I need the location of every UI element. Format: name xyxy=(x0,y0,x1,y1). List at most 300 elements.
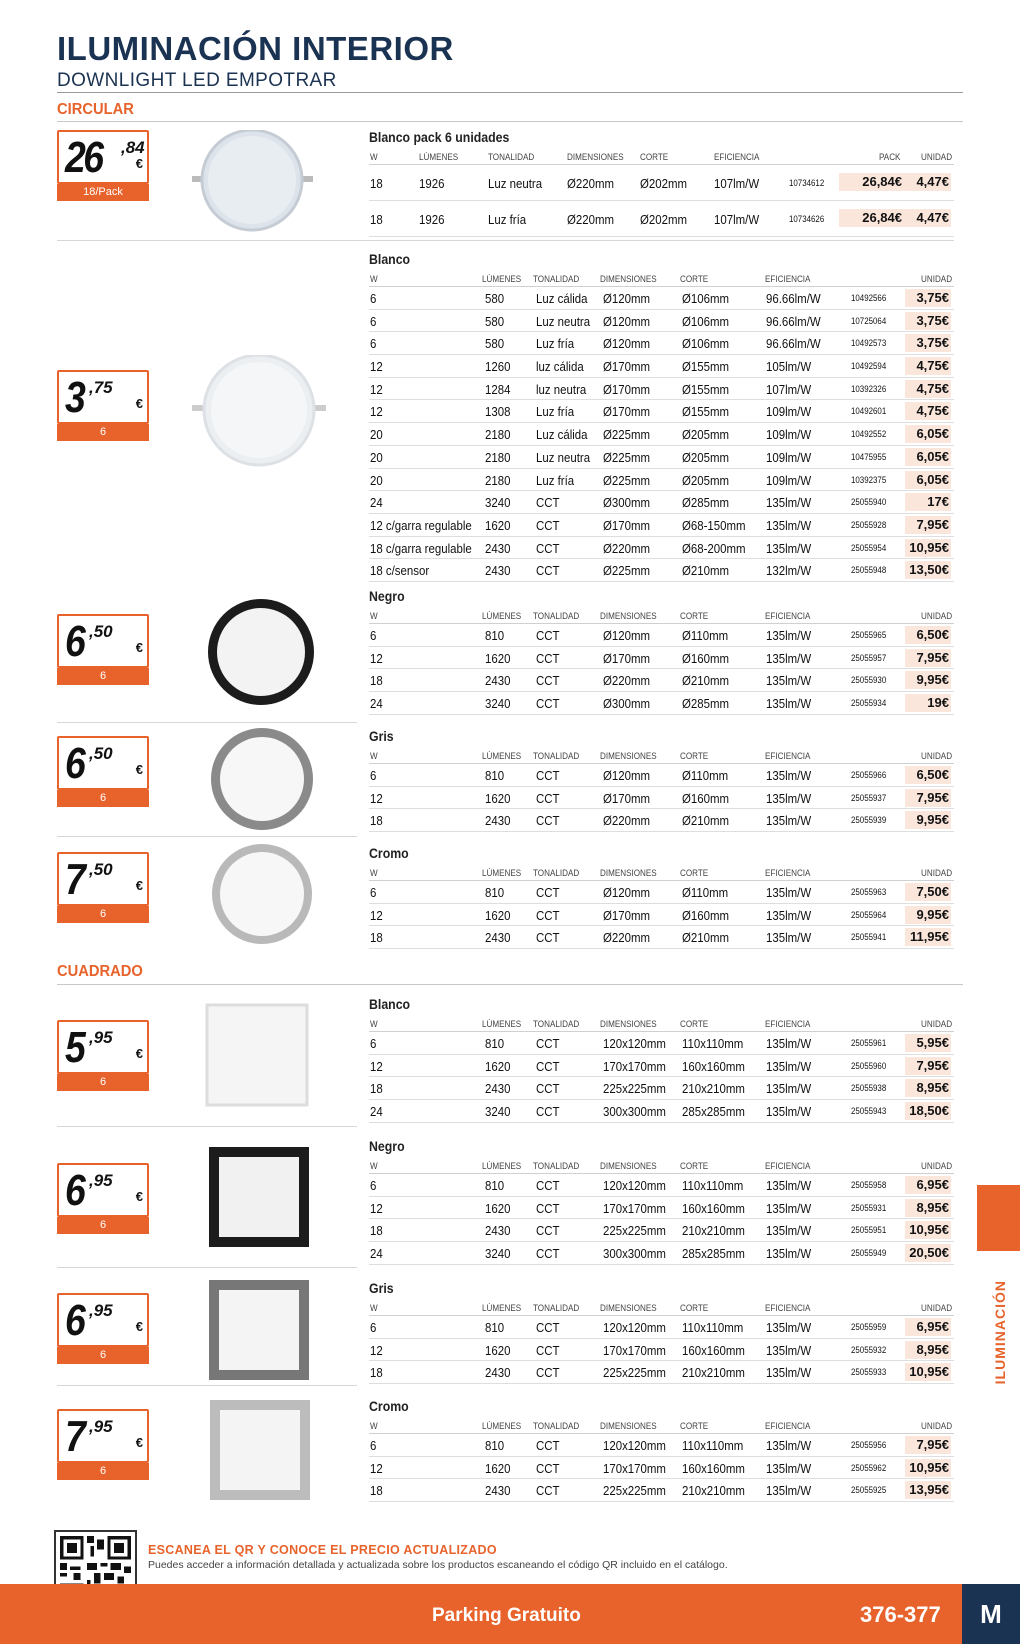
cell: Ø170mm xyxy=(603,404,651,420)
cell: Ø225mm xyxy=(603,427,651,443)
cell: Ø68-200mm xyxy=(682,540,746,556)
cell: 6,05€ xyxy=(905,425,951,443)
table-row xyxy=(369,1197,954,1220)
cell: 135lm/W xyxy=(766,1438,812,1453)
cell: Luz cálida xyxy=(536,427,588,443)
product-image-round-white-pack xyxy=(190,130,315,240)
cell: 96.66lm/W xyxy=(766,336,821,352)
table-row xyxy=(369,423,954,446)
price-decimals: ,50 xyxy=(89,744,113,763)
cell: 1620 xyxy=(485,1460,511,1476)
cell: 25055940 xyxy=(851,497,887,508)
cell: 210x210mm xyxy=(682,1081,745,1097)
price-tag xyxy=(57,852,149,923)
cell: 13,95€ xyxy=(905,1481,951,1499)
price-integer: 6 xyxy=(65,739,84,788)
cell: CCT xyxy=(536,673,560,689)
product-group-pack xyxy=(369,127,954,237)
cell: 18 xyxy=(370,930,383,946)
cell: CCT xyxy=(536,495,560,511)
cell: CCT xyxy=(536,790,560,806)
cell: 4,75€ xyxy=(905,357,951,375)
price-note: 6 xyxy=(57,1217,149,1234)
cell: 810 xyxy=(485,1438,505,1453)
cell: 12 xyxy=(370,1058,383,1074)
side-tab xyxy=(977,1185,1020,1251)
price-currency: € xyxy=(135,1189,143,1204)
cell: Ø285mm xyxy=(682,495,730,511)
cell: 3240 xyxy=(485,495,511,511)
cell: 25055933 xyxy=(851,1367,887,1378)
cell: 10,95€ xyxy=(905,1459,951,1477)
cell: CCT xyxy=(536,768,560,783)
price-integer: 6 xyxy=(65,1166,84,1215)
cell: 25055957 xyxy=(851,652,887,663)
cell: 3,75€ xyxy=(905,334,951,352)
cell: 4,47€ xyxy=(905,173,951,191)
cell: 1308 xyxy=(485,404,511,420)
cell: 135lm/W xyxy=(766,673,812,689)
group-name: Blanco xyxy=(369,996,411,1012)
price-integer: 5 xyxy=(65,1023,84,1072)
cell: CCT xyxy=(536,1223,560,1239)
cell: 810 xyxy=(485,1178,505,1193)
cell: 12 xyxy=(370,1200,383,1216)
cell: 18,50€ xyxy=(905,1102,951,1120)
cell: 2430 xyxy=(485,813,511,829)
cell: 285x285mm xyxy=(682,1104,745,1120)
cell: 160x160mm xyxy=(682,1058,745,1074)
price-note: 6 xyxy=(57,1347,149,1364)
price-currency: € xyxy=(135,1435,143,1450)
cell: 25055961 xyxy=(851,1038,887,1048)
cell: CCT xyxy=(536,628,560,643)
cell: 12 xyxy=(370,907,383,923)
cell: 25055965 xyxy=(851,630,887,640)
cell: Ø225mm xyxy=(603,449,651,465)
cell: 5,95€ xyxy=(905,1034,951,1052)
cell: 19€ xyxy=(905,694,951,712)
cell: Luz neutra xyxy=(536,449,591,465)
cell: 18 xyxy=(370,1365,383,1381)
product-image-square-grey xyxy=(207,1278,312,1388)
cell: 109lm/W xyxy=(766,427,812,443)
price-currency: € xyxy=(135,762,143,777)
price-note: 18/Pack xyxy=(57,184,149,201)
cell: 225x225mm xyxy=(603,1081,666,1097)
price-decimals: ,95 xyxy=(89,1301,113,1320)
cell: 24 xyxy=(370,495,383,511)
cell: 1620 xyxy=(485,650,511,666)
cell: 4,75€ xyxy=(905,402,951,420)
cell: Ø170mm xyxy=(603,517,651,533)
cell: Luz cálida xyxy=(536,291,588,306)
price-integer: 26 xyxy=(65,133,102,182)
table-row xyxy=(369,1457,954,1480)
cell: 285x285mm xyxy=(682,1246,745,1262)
cell: 2430 xyxy=(485,1365,511,1381)
cell: 25055934 xyxy=(851,698,887,709)
price-integer: 6 xyxy=(65,617,84,666)
cell: Luz fría xyxy=(488,212,527,227)
cell: 132lm/W xyxy=(766,563,812,579)
cell: 135lm/W xyxy=(766,790,812,806)
cell: 135lm/W xyxy=(766,1342,812,1358)
cell: luz cálida xyxy=(536,359,584,375)
cell: 20 xyxy=(370,427,383,443)
price-note: 6 xyxy=(57,424,149,441)
cell: 12 xyxy=(370,650,383,666)
price-currency: € xyxy=(135,640,143,655)
product-group xyxy=(369,843,954,949)
price-tag xyxy=(57,1409,149,1480)
cell: Ø170mm xyxy=(603,907,651,923)
cell: 170x170mm xyxy=(603,1342,666,1358)
table-row xyxy=(369,446,954,469)
cell: 9,95€ xyxy=(905,811,951,829)
cell: 135lm/W xyxy=(766,1223,812,1239)
cell: 18 xyxy=(370,1223,383,1239)
cell: 4,47€ xyxy=(905,209,951,227)
table-row xyxy=(369,1219,954,1242)
cell: 2430 xyxy=(485,673,511,689)
cell: 26,84€ xyxy=(839,173,905,191)
cell: 135lm/W xyxy=(766,1178,812,1193)
cell: 6,50€ xyxy=(905,766,951,784)
cell: 3240 xyxy=(485,696,511,712)
cell: 110x110mm xyxy=(682,1178,744,1193)
cell: 25055937 xyxy=(851,792,887,803)
price-integer: 6 xyxy=(65,1296,84,1345)
price-tag xyxy=(57,1293,149,1364)
cell: 10492573 xyxy=(851,338,887,349)
cell: 3240 xyxy=(485,1246,511,1262)
table-row xyxy=(369,332,954,355)
cell: 2430 xyxy=(485,540,511,556)
cell: 6,95€ xyxy=(905,1176,951,1194)
cell: 25055951 xyxy=(851,1225,887,1236)
cell: 300x300mm xyxy=(603,1246,666,1262)
cell: 96.66lm/W xyxy=(766,291,821,306)
cell: Luz neutra xyxy=(488,176,543,191)
cell: 25055966 xyxy=(851,770,887,780)
cell: CCT xyxy=(536,563,560,579)
cell: Ø220mm xyxy=(567,176,615,191)
group-name: Cromo xyxy=(369,845,409,861)
table-header: W LÚMENES TONALIDAD DIMENSIONES CORTE EFICIENCIA UNIDAD xyxy=(369,1157,954,1174)
table-row xyxy=(369,1242,954,1265)
group-name: Blanco xyxy=(369,251,411,267)
cell: CCT xyxy=(536,1365,560,1381)
cell: 135lm/W xyxy=(766,1483,812,1499)
cell: CCT xyxy=(536,1342,560,1358)
cell: 2180 xyxy=(485,427,511,443)
cell: CCT xyxy=(536,1178,560,1193)
table-row xyxy=(369,201,954,237)
cell: Ø170mm xyxy=(603,359,651,375)
cell: 25055943 xyxy=(851,1106,887,1117)
table-row xyxy=(369,1055,954,1078)
cell: Ø205mm xyxy=(682,427,730,443)
table-row xyxy=(369,1077,954,1100)
cell: Ø170mm xyxy=(603,650,651,666)
cell: Ø210mm xyxy=(682,673,730,689)
cell: Ø220mm xyxy=(603,673,651,689)
cell: 25055963 xyxy=(851,887,887,897)
cell: 10392326 xyxy=(851,383,887,394)
cell: 580 xyxy=(485,291,505,306)
cell: CCT xyxy=(536,1058,560,1074)
cell: 24 xyxy=(370,696,383,712)
cell: 135lm/W xyxy=(766,768,812,783)
table-row xyxy=(369,764,954,787)
table-header: W LÚMENES TONALIDAD DIMENSIONES CORTE EFICIENCIA UNIDAD xyxy=(369,607,954,624)
cell: Ø106mm xyxy=(682,336,730,352)
cell: 225x225mm xyxy=(603,1223,666,1239)
table-row xyxy=(369,310,954,333)
cell: Luz neutra xyxy=(536,313,591,329)
table-header: W LÚMENES TONALIDAD DIMENSIONES CORTE EFICIENCIA PACK UNIDAD xyxy=(369,148,954,165)
cell: Ø300mm xyxy=(603,696,651,712)
cell: 1620 xyxy=(485,1058,511,1074)
product-group xyxy=(369,1136,954,1265)
product-image-round-chrome xyxy=(210,842,315,952)
cell: 580 xyxy=(485,336,505,352)
cell: CCT xyxy=(536,1036,560,1051)
cell: 8,95€ xyxy=(905,1199,951,1217)
price-note: 6 xyxy=(57,790,149,807)
table-header: W LÚMENES TONALIDAD DIMENSIONES CORTE EFICIENCIA UNIDAD xyxy=(369,270,954,287)
cell: 1926 xyxy=(419,212,445,227)
divider xyxy=(57,984,963,985)
cell: 10475955 xyxy=(851,451,887,462)
table-row xyxy=(369,559,954,582)
cell: CCT xyxy=(536,1200,560,1216)
price-tag-box xyxy=(57,1163,149,1217)
table-header: W LÚMENES TONALIDAD DIMENSIONES CORTE EFICIENCIA UNIDAD xyxy=(369,747,954,764)
qr-description: Puedes acceder a información detallada y actualizada sobre los productos escaneando el código QR incluido en el catálogo. xyxy=(148,1559,728,1571)
cell: Ø210mm xyxy=(682,563,730,579)
cell: Ø220mm xyxy=(603,930,651,946)
product-group xyxy=(369,726,954,832)
product-group xyxy=(369,249,954,582)
cell: 109lm/W xyxy=(766,472,812,488)
cell: 135lm/W xyxy=(766,696,812,712)
cell: 135lm/W xyxy=(766,1246,812,1262)
table-row xyxy=(369,1434,954,1457)
table-row xyxy=(369,647,954,670)
cell: 6 xyxy=(370,1178,377,1193)
cell: 12 xyxy=(370,790,383,806)
cell: 810 xyxy=(485,1320,505,1335)
price-integer: 7 xyxy=(65,855,84,904)
cell: 10,95€ xyxy=(905,1221,951,1239)
group-name: Blanco pack 6 unidades xyxy=(369,129,510,145)
divider xyxy=(57,1267,357,1268)
table-row xyxy=(369,514,954,537)
divider xyxy=(57,1126,357,1127)
cell: 2430 xyxy=(485,930,511,946)
table-header: W LÚMENES TONALIDAD DIMENSIONES CORTE EFICIENCIA UNIDAD xyxy=(369,1015,954,1032)
cell: Ø110mm xyxy=(682,768,729,783)
table-row xyxy=(369,926,954,949)
table-row xyxy=(369,881,954,904)
cell: 20 xyxy=(370,449,383,465)
cell: 6,95€ xyxy=(905,1318,951,1336)
section-title-cuadrado: CUADRADO xyxy=(57,963,143,980)
price-tag xyxy=(57,614,149,685)
cell: 160x160mm xyxy=(682,1342,745,1358)
group-name: Negro xyxy=(369,588,405,604)
cell: Ø160mm xyxy=(682,907,730,923)
cell: CCT xyxy=(536,930,560,946)
price-note: 6 xyxy=(57,668,149,685)
product-image-round-grey xyxy=(207,727,317,836)
cell: 6 xyxy=(370,336,377,352)
cell: 1620 xyxy=(485,517,511,533)
cell: Ø155mm xyxy=(682,359,730,375)
cell: 810 xyxy=(485,1036,505,1051)
cell: Ø110mm xyxy=(682,885,729,900)
cell: 135lm/W xyxy=(766,1036,812,1051)
cell: CCT xyxy=(536,1438,560,1453)
price-note: 6 xyxy=(57,1463,149,1480)
cell: 210x210mm xyxy=(682,1483,745,1499)
cell: 120x120mm xyxy=(603,1320,666,1335)
cell: 1620 xyxy=(485,790,511,806)
cell: 105lm/W xyxy=(766,359,812,375)
footer-parking: Parking Gratuito xyxy=(432,1605,581,1626)
price-tag-box xyxy=(57,736,149,790)
cell: 135lm/W xyxy=(766,1104,812,1120)
cell: Ø170mm xyxy=(603,790,651,806)
divider xyxy=(57,836,357,837)
cell: 25055941 xyxy=(851,932,887,943)
price-decimals: ,50 xyxy=(89,860,113,879)
cell: 18 xyxy=(370,673,383,689)
cell: 6,50€ xyxy=(905,626,951,644)
cell: 7,95€ xyxy=(905,789,951,807)
cell: 10492566 xyxy=(851,293,887,303)
cell: 135lm/W xyxy=(766,1200,812,1216)
price-decimals: ,84 xyxy=(121,138,145,157)
cell: Ø160mm xyxy=(682,790,730,806)
price-note: 6 xyxy=(57,1074,149,1091)
table-row xyxy=(369,1032,954,1055)
cell: CCT xyxy=(536,1460,560,1476)
cell: 6 xyxy=(370,291,377,306)
cell: 24 xyxy=(370,1104,383,1120)
cell: 10,95€ xyxy=(905,1363,951,1381)
cell: 7,50€ xyxy=(905,883,951,901)
cell: 6 xyxy=(370,885,377,900)
cell: Ø120mm xyxy=(603,313,651,329)
cell: 24 xyxy=(370,1246,383,1262)
table-row xyxy=(369,1100,954,1123)
cell: 135lm/W xyxy=(766,650,812,666)
cell: 10492601 xyxy=(851,406,887,417)
cell: 25055925 xyxy=(851,1485,887,1496)
cell: 13,50€ xyxy=(905,561,951,579)
table-row xyxy=(369,624,954,647)
cell: 25055958 xyxy=(851,1180,887,1190)
cell: 109lm/W xyxy=(766,404,812,420)
cell: 12 xyxy=(370,1460,383,1476)
price-tag-box xyxy=(57,130,149,184)
cell: 120x120mm xyxy=(603,1036,666,1051)
cell: Ø202mm xyxy=(640,176,688,191)
cell: Ø300mm xyxy=(603,495,651,511)
cell: 2430 xyxy=(485,1223,511,1239)
cell: Ø155mm xyxy=(682,404,730,420)
cell: 25055938 xyxy=(851,1083,887,1094)
cell: 12 xyxy=(370,381,383,397)
cell: 120x120mm xyxy=(603,1438,666,1453)
cell: 6,05€ xyxy=(905,448,951,466)
price-currency: € xyxy=(135,1319,143,1334)
price-tag-box xyxy=(57,852,149,906)
table-row xyxy=(369,1174,954,1197)
cell: 110x110mm xyxy=(682,1438,744,1453)
cell: Ø285mm xyxy=(682,696,730,712)
cell: 6 xyxy=(370,628,377,643)
cell: 25055928 xyxy=(851,519,887,530)
cell: Luz fría xyxy=(536,472,575,488)
price-tag xyxy=(57,130,149,201)
cell: 25055962 xyxy=(851,1462,887,1473)
cell: Ø120mm xyxy=(603,336,651,352)
cell: 160x160mm xyxy=(682,1200,745,1216)
cell: 210x210mm xyxy=(682,1223,745,1239)
cell: 109lm/W xyxy=(766,449,812,465)
cell: Ø155mm xyxy=(682,381,730,397)
price-integer: 7 xyxy=(65,1412,84,1461)
cell: 3,75€ xyxy=(905,289,951,307)
cell: Ø210mm xyxy=(682,813,730,829)
cell: 2180 xyxy=(485,449,511,465)
price-tag xyxy=(57,1163,149,1234)
cell: 18 c/garra regulable xyxy=(370,540,472,556)
price-tag xyxy=(57,736,149,807)
cell: 160x160mm xyxy=(682,1460,745,1476)
cell: CCT xyxy=(536,540,560,556)
cell: 1926 xyxy=(419,176,445,191)
cell: 135lm/W xyxy=(766,907,812,923)
price-currency: € xyxy=(135,878,143,893)
cell: Ø106mm xyxy=(682,313,730,329)
table-header: W LÚMENES TONALIDAD DIMENSIONES CORTE EFICIENCIA UNIDAD xyxy=(369,864,954,881)
product-image-square-black xyxy=(207,1145,312,1255)
cell: 7,95€ xyxy=(905,1057,951,1075)
group-name: Gris xyxy=(369,1280,394,1296)
cell: 10,95€ xyxy=(905,539,951,557)
price-currency: € xyxy=(135,396,143,411)
qr-title: ESCANEA EL QR Y CONOCE EL PRECIO ACTUALIZADO xyxy=(148,1543,497,1557)
cell: 7,95€ xyxy=(905,1436,951,1454)
price-tag-box xyxy=(57,370,149,424)
cell: Ø220mm xyxy=(567,212,615,227)
cell: 25055939 xyxy=(851,815,887,826)
table-row xyxy=(369,904,954,927)
cell: 135lm/W xyxy=(766,1320,812,1335)
cell: Ø120mm xyxy=(603,628,651,643)
divider xyxy=(57,92,963,93)
cell: 25055948 xyxy=(851,565,887,576)
price-currency: € xyxy=(135,1046,143,1061)
cell: 25055960 xyxy=(851,1060,887,1071)
cell: 25055931 xyxy=(851,1202,887,1213)
cell: 107lm/W xyxy=(714,176,760,191)
